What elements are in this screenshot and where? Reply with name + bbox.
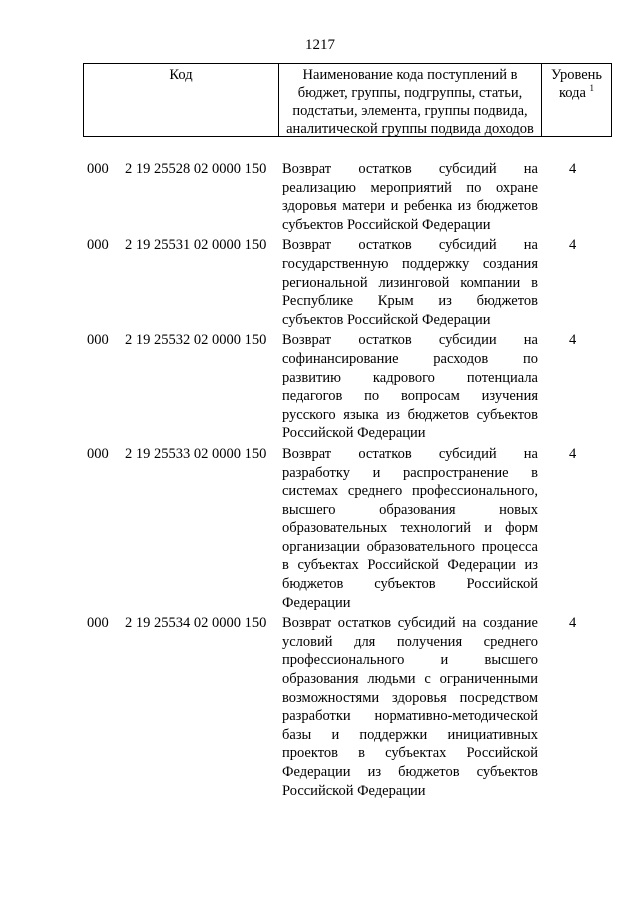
income-name: Возврат остатков субсидий на создание условий для получения среднего профессионального и высшего образования людьми с ограниченными возможностями здоровья посредством разработки нормативно-методической базы и поддержки инициативных проектов в субъектах Российской Федерации из бюджетов субъектов Российской Федерации [282,615,538,799]
header-level [542,64,611,136]
income-name: Возврат остатков субсидий на реализацию мероприятий по охране здоровья матери и ребенка из бюджетов субъектов Российской Федерации [282,161,538,233]
table-row [0,236,640,329]
income-code: 2 19 25528 02 0000 150 [125,161,267,177]
income-code: 2 19 25534 02 0000 150 [125,615,267,632]
income-name: Возврат остатков субсидий на государственную поддержку создания региональной лизинговой компании в Республике Крым из бюджетов субъектов Российской Федерации [282,237,538,328]
code-level: 4 [569,445,577,462]
header-code: Код [84,64,279,136]
table-row [0,445,640,612]
code-level: 4 [569,237,577,254]
table-row [0,331,640,443]
page-number: 1217 [305,37,335,53]
admin-code: 000 [87,237,109,254]
income-code: 2 19 25532 02 0000 150 [125,332,267,349]
admin-code: 000 [87,445,109,462]
table-row [0,614,640,800]
header-level-label: Уровень кода [550,67,603,101]
admin-code: 000 [87,332,109,349]
code-level: 4 [569,332,577,349]
table-body [0,160,640,802]
code-level: 4 [569,161,577,177]
code-level: 4 [569,615,577,632]
income-name: Возврат остатков субсидий на разработку и распространение в системах среднего профессионального, высшего образования новых образовательных технологий и форм организации образовательного процесса в субъектах Российской Федерации из бюджетов субъектов Российской Федерации [282,445,538,611]
table-row [0,160,640,234]
header-name: Наименование кода поступлений в бюджет, группы, подгруппы, статьи, подстатьи, элемента, группы подвида, аналитической группы подвида доходов [279,64,542,136]
admin-code: 000 [87,161,109,177]
income-code: 2 19 25531 02 0000 150 [125,237,267,254]
income-name: Возврат остатков субсидии на софинансирование расходов по развитию кадрового потенциала педагогов по вопросам изучения русского языка из бюджетов субъектов Российской Федерации [282,332,538,442]
footnote-marker: 1 [589,83,595,94]
table-header [83,63,612,137]
income-code: 2 19 25533 02 0000 150 [125,445,267,462]
admin-code: 000 [87,615,109,632]
